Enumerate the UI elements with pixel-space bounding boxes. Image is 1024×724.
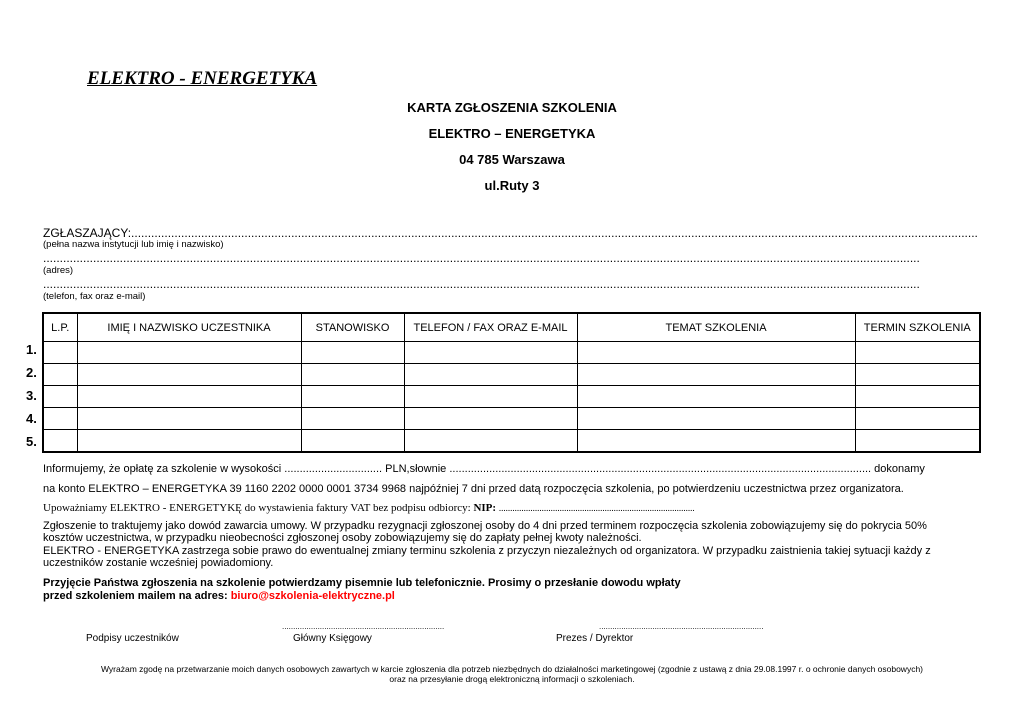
vat-line	[43, 502, 695, 514]
table-header-row	[43, 313, 980, 342]
table-cell[interactable]	[77, 430, 301, 453]
accountant-label: Główny Księgowy	[293, 633, 372, 644]
table-row	[43, 408, 980, 430]
nip-label: NIP:	[473, 502, 497, 514]
table-cell[interactable]	[404, 408, 577, 430]
table-cell[interactable]	[77, 364, 301, 386]
contact-hint: (telefon, fax oraz e-mail)	[43, 291, 146, 302]
terms-para2-line1: ELEKTRO - ENERGETYKA zastrzega sobie prawo do ewentualnej zmiany terminu szkolenia z przyczyn niezależnych od organizatora. W przypadku zaistnienia takiej sytuacji każdy z	[43, 545, 931, 557]
table-cell[interactable]	[404, 364, 577, 386]
table-cell[interactable]	[855, 364, 980, 386]
table-cell[interactable]	[404, 342, 577, 364]
table-cell[interactable]	[43, 408, 77, 430]
table-cell[interactable]	[301, 342, 404, 364]
company-city: 04 785 Warszawa	[459, 152, 565, 167]
table-cell[interactable]	[404, 430, 577, 453]
col-header-contact: TELEFON / FAX ORAZ E-MAIL	[404, 313, 577, 342]
table-cell[interactable]	[577, 364, 855, 386]
table-cell[interactable]	[43, 430, 77, 453]
table-cell[interactable]	[301, 386, 404, 408]
confirm-text: przed szkoleniem mailem na adres:	[43, 590, 228, 602]
confirm-line2	[43, 590, 395, 602]
nip-field[interactable]: .......................................................................................	[498, 503, 695, 513]
vat-text: Upoważniamy ELEKTRO - ENERGETYKĘ do wystawienia faktury VAT bez podpisu odbiorcy:	[43, 502, 471, 514]
table-cell[interactable]	[301, 364, 404, 386]
contact-line[interactable]: .......................................................................................................................................................................................................................................................................	[43, 277, 920, 291]
col-header-lp: L.P.	[43, 313, 77, 342]
table-cell[interactable]	[577, 386, 855, 408]
applicant-name-hint: (pełna nazwa instytucji lub imię i nazwisko)	[43, 239, 224, 250]
form-title: KARTA ZGŁOSZENIA SZKOLENIA	[407, 100, 617, 115]
applicant-label: ZGŁASZAJĄCY:	[43, 226, 132, 240]
col-header-date: TERMIN SZKOLENIA	[855, 313, 980, 342]
table-cell[interactable]	[855, 342, 980, 364]
table-cell[interactable]	[77, 342, 301, 364]
table-cell[interactable]	[855, 386, 980, 408]
participants-signature-label: Podpisy uczestników	[86, 633, 179, 644]
table-cell[interactable]	[577, 342, 855, 364]
table-cell[interactable]	[577, 430, 855, 453]
row-number: 4.	[26, 411, 37, 426]
table-row	[43, 386, 980, 408]
table-cell[interactable]	[855, 408, 980, 430]
participants-table	[42, 312, 981, 453]
director-label: Prezes / Dyrektor	[556, 633, 634, 644]
email-link[interactable]: biuro@szkolenia-elektryczne.pl	[230, 590, 395, 602]
company-street: ul.Ruty 3	[484, 178, 540, 193]
row-number: 3.	[26, 388, 37, 403]
address-line[interactable]: .......................................................................................................................................................................................................................................................................	[43, 251, 920, 265]
fee-words-field[interactable]: ..........................................................................................................................................	[449, 463, 872, 475]
fee-amount-field[interactable]: ................................	[284, 463, 383, 475]
confirm-line1: Przyjęcie Państwa zgłoszenia na szkolenie potwierdzamy pisemnie lub telefonicznie. Prosimy o przesłanie dowodu wpłaty	[43, 577, 681, 589]
table-cell[interactable]	[77, 408, 301, 430]
terms-para1-line2: kosztów uczestnictwa, w przypadku nieobecności zgłoszonej osoby zobowiązujemy się do zapłaty pełnej kwoty należności.	[43, 532, 642, 544]
col-header-position: STANOWISKO	[301, 313, 404, 342]
account-line: na konto ELEKTRO – ENERGETYKA 39 1160 2202 0000 0001 3734 9968 najpóźniej 7 dni przed datą rozpoczęcia szkolenia, po potwierdzeniu uczestnictwa przez organizatora.	[43, 483, 904, 495]
applicant-line[interactable]: ZGŁASZAJĄCY:..............................................................................................................................................................................................................................................................	[43, 226, 978, 240]
fee-text-words: PLN,słownie	[385, 463, 447, 475]
col-header-topic: TEMAT SZKOLENIA	[577, 313, 855, 342]
fee-text-end: dokonamy	[874, 463, 925, 475]
company-name: ELEKTRO – ENERGETYKA	[428, 126, 596, 141]
table-cell[interactable]	[43, 342, 77, 364]
table-cell[interactable]	[43, 364, 77, 386]
company-logo-text: ELEKTRO - ENERGETYKA	[87, 68, 318, 89]
col-header-name: IMIĘ I NAZWISKO UCZESTNIKA	[77, 313, 301, 342]
table-cell[interactable]	[301, 430, 404, 453]
row-number: 2.	[26, 365, 37, 380]
table-row	[43, 430, 980, 453]
terms-para1-line1: Zgłoszenie to traktujemy jako dowód zawarcia umowy. W przypadku rezygnacji zgłoszonej osoby do 4 dni przed terminem rozpoczęcia szkolenia zobowiązujemy się do pokrycia 50%	[43, 520, 927, 532]
consent-line1: Wyrażam zgodę na przetwarzanie moich danych osobowych zawartych w karcie zgłoszenia dla potrzeb niezbędnych do działalności marketingowej (zgodnie z ustawą z dnia 29.08.1997 r. o ochronie danych osobowych)	[100, 664, 924, 674]
table-row	[43, 364, 980, 386]
table-cell[interactable]	[577, 408, 855, 430]
director-signature-line[interactable]: ..........................................................................	[599, 622, 764, 631]
accountant-signature-line[interactable]: .........................................................................	[282, 622, 445, 631]
fee-text-start: Informujemy, że opłatę za szkolenie w wysokości	[43, 463, 282, 475]
terms-para2-line2: uczestników zostanie wcześniej powiadomiony.	[43, 557, 274, 569]
row-number: 5.	[26, 434, 37, 449]
table-row	[43, 342, 980, 364]
table-cell[interactable]	[855, 430, 980, 453]
address-hint: (adres)	[43, 265, 74, 276]
table-cell[interactable]	[43, 386, 77, 408]
table-cell[interactable]	[77, 386, 301, 408]
fee-line	[43, 463, 925, 475]
table-cell[interactable]	[404, 386, 577, 408]
table-cell[interactable]	[301, 408, 404, 430]
row-number: 1.	[26, 342, 37, 357]
consent-line2: oraz na przesyłanie drogą elektroniczną informacji o szkoleniach.	[389, 674, 635, 684]
